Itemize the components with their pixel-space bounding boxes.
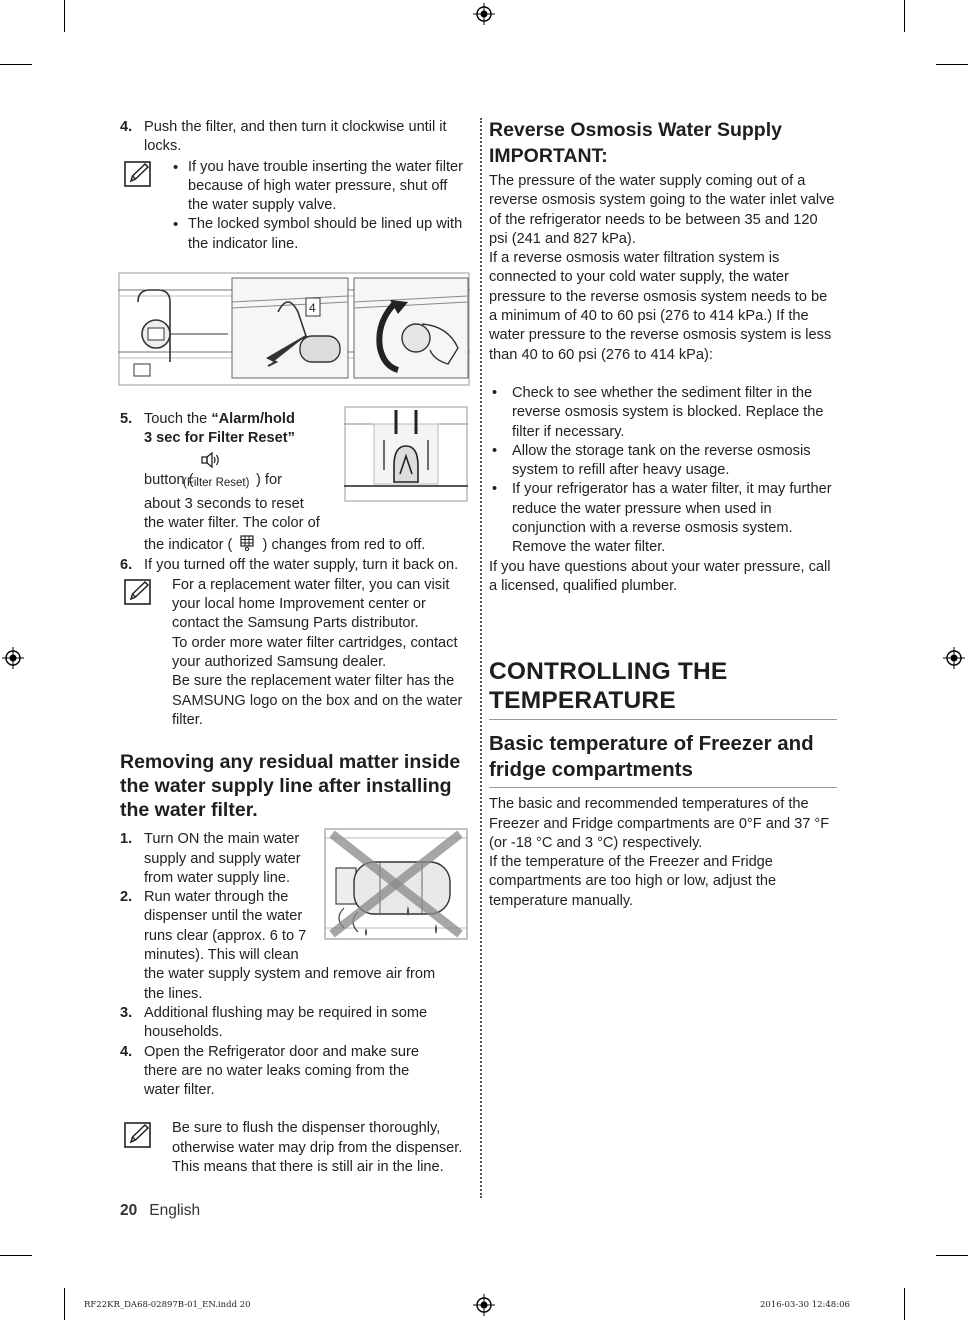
page-number: 20 [120, 1202, 138, 1219]
filter-reset-caption: (Filter Reset) [183, 476, 250, 489]
note-1-item: • If you have trouble inserting the water filter because of high water pressure, shut off the water supply valve. [188, 158, 468, 216]
alarm-hold-label: “Alarm/hold [211, 411, 295, 428]
flush-step-2: 2. Run water through the dispenser until the water runs clear (approx. 6 to 7 minutes). This will clean the water supply system and remove air from the lines. [120, 889, 436, 1002]
ro-bullet-item: • Allow the storage tank on the reverse osmosis system to refill after heavy usage. [512, 442, 837, 481]
ro-paragraph-3: If you have questions about your water pressure, call a licensed, qualified plumber. [489, 558, 831, 594]
temperature-paragraph-1: The basic and recommended temperatures of the Freezer and Fridge compartments are 0°F and 37 °F (or -18 °C and 3 °C) respectively. [489, 796, 830, 851]
heading-basic-temperature: Basic temperature of Freezer and fridge compartments [489, 732, 814, 782]
filter-indicator-icon [239, 535, 255, 551]
step-4-text: Push the filter, and then turn it clockwise until it locks. [144, 119, 447, 155]
crop-mark [904, 1288, 905, 1320]
ro-bullet-item: • If your refrigerator has a water filter, it may further reduce the water pressure when used in conjunction with a reverse osmosis system. Remove the water filter. [512, 480, 837, 557]
note-block-2: For a replacement water filter, you can visit your local home Improvement center or contact the Samsung Parts distributor. To order more water filter cartridges, contact your authorized Samsung dealer. Be sure the replacement water filter has the SAMSUNG logo on the box and on the water filter. [120, 576, 468, 730]
note-1-list [172, 158, 468, 254]
step-6: 6. If you turned off the water supply, turn it back on. [120, 556, 459, 573]
heading-removing-residual-matter: Removing any residual matter inside the water supply line after installing the water filter. [120, 751, 461, 822]
crop-mark [0, 1255, 32, 1256]
print-imprint-right: 2016-03-30 12:48:06 [760, 1300, 850, 1310]
step-4: 4. Push the filter, and then turn it clockwise until it locks. [120, 119, 447, 155]
page-footer [120, 1202, 200, 1220]
ro-bullet-list [489, 384, 837, 558]
note-icon [124, 1122, 154, 1148]
ro-paragraph-2: If a reverse osmosis water filtration system is connected to your cold water supply, the water pressure to the reverse osmosis system needs to be a minimum of 40 to 60 psi (276 to 414 kPa.) If the water pressure to the reverse osmosis system is less than 40 to 60 psi (276 to 414 kPa): [489, 250, 832, 363]
column-divider [480, 118, 482, 1198]
note-block-3: Be sure to flush the dispenser thoroughly, otherwise water may drip from the dispenser. This means that there is still air in the line. [120, 1119, 468, 1177]
filter-lock-illustration [118, 272, 470, 386]
crop-mark [904, 0, 905, 32]
registration-mark-icon [943, 647, 965, 669]
step-6-text: If you turned off the water supply, turn it back on. [144, 556, 459, 573]
temperature-paragraph-2: If the temperature of the Freezer and Fridge compartments are too high or low, adjust the temperature manually. [489, 854, 777, 909]
crop-mark [0, 64, 32, 65]
heading-reverse-osmosis: Reverse Osmosis Water Supply [489, 119, 782, 141]
right-column [489, 118, 837, 911]
crop-mark [64, 0, 65, 32]
crop-mark [936, 1255, 968, 1256]
note-1-item: • The locked symbol should be lined up with the indicator line. [188, 215, 468, 254]
step-5: 5. Touch the “Alarm/hold 3 sec for Filter Reset” [120, 411, 295, 447]
note-icon [124, 579, 154, 605]
left-column: 4. Push the filter, and then turn it clockwise until it locks. • If you have trouble inserting the water filter because of high water pressure, shut off the water supply valve. • The locked symbol should be lined up with the indicator line. 4 5. Touch the “Alarm/hold 3 sec for Filter Reset” button ( (Filter Reset) ) for about 3 seconds to reset the water filter. The color of the indicator ( ) changes from red to off. 6. If you turned off the water supply, turn it back on. For a replacement water filter, you can visit your local home Improvement center or contact the Samsung Parts distributor. To order more water filter cartridges, contact your authorized Samsung dealer. Be sure the replacement water filter has the SAMSUNG logo on the box and on the water filter. Removing any residual matter inside the water supply line after installing the water filter. 1. Turn ON the main water supply and supply water from water supply line. 2. Run water through the dispenser until the water runs clear (approx. 6 to 7 minutes). This will clean the water supply system and remove air from the lines. 3. Additional flushing may be required in some households. 4. Open the Refrigerator door and make sure there are no water leaks coming from the water filter. Be sure to flush the dispenser thoroughly, otherwise water may drip from the dispenser. This means that there is still air in the line. [120, 118, 468, 1177]
speaker-icon [200, 451, 222, 469]
figure-callout-number: 4 [309, 301, 316, 316]
flush-step-4: 4. Open the Refrigerator door and make sure there are no water leaks coming from the water filter. [120, 1043, 420, 1099]
crop-mark [936, 64, 968, 65]
ro-bullet-item: • Check to see whether the sediment filter in the reverse osmosis system is blocked. Replace the filter if necessary. [512, 384, 837, 442]
crop-mark [64, 1288, 65, 1320]
ro-paragraph-1: The pressure of the water supply coming out of a reverse osmosis system going to the water inlet valve of the refrigerator needs to be between 35 and 120 psi (241 and 827 kPa). [489, 173, 835, 247]
registration-mark-icon [473, 3, 495, 25]
registration-mark-icon [473, 1294, 495, 1316]
note-icon [124, 161, 154, 187]
flush-step-3: 3. Additional flushing may be required in some households. [120, 1004, 428, 1041]
print-imprint-left: RF22KR_DA68-02897B-01_EN.indd 20 [84, 1300, 251, 1310]
heading-controlling-temperature: CONTROLLING THE TEMPERATURE [489, 658, 728, 715]
filter-reset-button-line: button ( (Filter Reset) ) for [120, 455, 468, 495]
note-block-1 [120, 158, 468, 254]
registration-mark-icon [2, 647, 24, 669]
footer-language: English [149, 1202, 201, 1219]
heading-important: IMPORTANT: [489, 145, 608, 167]
flush-step-1: 1. Turn ON the main water supply and supply water from water supply line. [120, 831, 301, 886]
